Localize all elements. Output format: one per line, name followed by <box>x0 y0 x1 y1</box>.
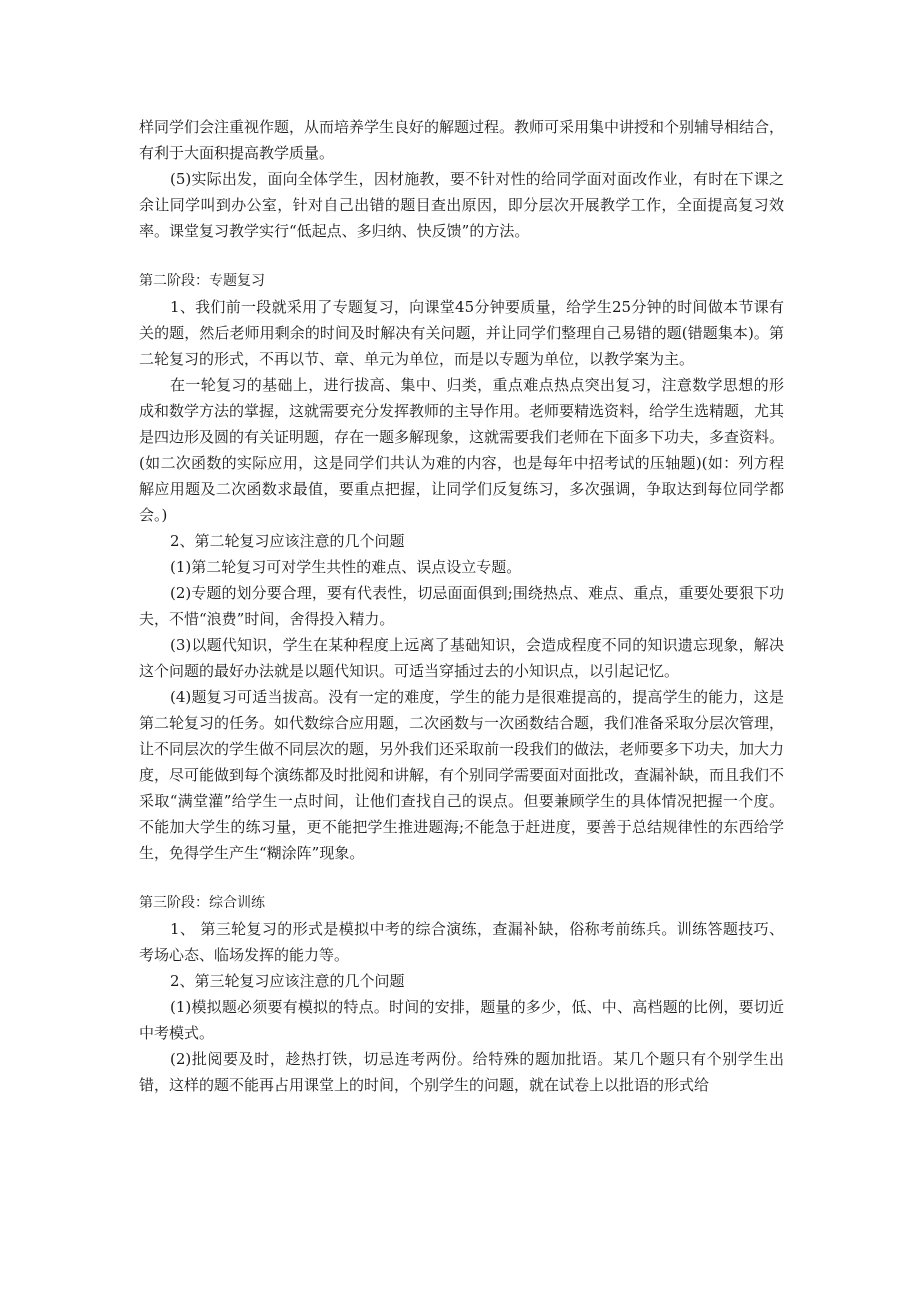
paragraph-stage-two-3: 2、第二轮复习应该注意的几个问题 <box>170 532 405 550</box>
list-item-stage-two-1: (1)第二轮复习可对学生共性的难点、误点设立专题。 <box>170 558 522 576</box>
heading-stage-two: 第二阶段：专题复习 <box>139 273 265 289</box>
list-item-stage-two-4: (4)题复习可适当拔高。没有一定的难度，学生的能力是很难提高的，提高学生的能力，这是第二轮复习的任务。如代数综合应用题，二次函数与一次函数结合题，我们准备采取分层次管理，让不同层次的学生做不同层次的题，另外我们还采取前一段我们的做法，老师要多下功夫，加大力度，尽可能做到每个演练都及时批阅和讲解，有个别同学需要面对面批改，查漏补缺，而且我们不采取“满堂灌”给学生一点时间，让他们查找自己的误点。但要兼顾学生的具体情况把握一个度。不能加大学生的练习量，更不能把学生推进题海;不能急于赶进度，要善于总结规律性的东西给学生，免得学生产生“糊涂阵”现象。 <box>139 688 785 862</box>
paragraph-item-5: (5)实际出发，面向全体学生，因材施教，要不针对性的给同学面对面改作业，有时在下课之余让同学叫到办公室，针对自己出错的题目查出原因，即分层次开展教学工作，全面提高复习效率。课堂复习教学实行“低起点、多归纳、快反馈”的方法。 <box>139 170 784 240</box>
list-item-stage-two-2: (2)专题的划分要合理，要有代表性，切忌面面俱到;围绕热点、难点、重点，重要处要狠下功夫，不惜“浪费”时间，舍得投入精力。 <box>139 584 784 628</box>
list-item-stage-two-3: (3)以题代知识，学生在某种程度上远离了基础知识，会造成程度不同的知识遗忘现象，解决这个问题的最好办法就是以题代知识。可适当穿插过去的小知识点，以引起记忆。 <box>139 636 784 680</box>
paragraph-continued: 样同学们会注重视作题，从而培养学生良好的解题过程。教师可采用集中讲授和个别辅导相结合，有利于大面积提高教学质量。 <box>139 118 785 162</box>
paragraph-stage-three-1: 1、 第三轮复习的形式是模拟中考的综合演练，查漏补缺，俗称考前练兵。训练答题技巧、考场心态、临场发挥的能力等。 <box>139 920 784 964</box>
paragraph-stage-two-1: 1、我们前一段就采用了专题复习，向课堂45分钟要质量，给学生25分钟的时间做本节课有关的题，然后老师用剩余的时间及时解决有关问题，并让同学们整理自己易错的题(错题集本)。第二轮复习的形式，不再以节、章、单元为单位，而是以专题为单位，以教学案为主。 <box>139 298 784 368</box>
document-page <box>139 114 784 1098</box>
list-item-stage-three-1: (1)模拟题必须要有模拟的特点。时间的安排，题量的多少，低、中、高档题的比例，要切近中考模式。 <box>139 998 784 1042</box>
paragraph-stage-two-2: 在一轮复习的基础上，进行拔高、集中、归类，重点难点热点突出复习，注意数学思想的形成和数学方法的掌握，这就需要充分发挥教师的主导作用。老师要精选资料，给学生选精题，尤其是四边形及圆的有关证明题，存在一题多解现象，这就需要我们老师在下面多下功夫，多查资料。(如二次函数的实际应用，这是同学们共认为难的内容，也是每年中招考试的压轴题)(如：列方程解应用题及二次函数求最值，要重点把握，让同学们反复练习，多次强调，争取达到每位同学都会。) <box>139 376 785 524</box>
paragraph-stage-three-2: 2、第三轮复习应该注意的几个问题 <box>170 972 405 990</box>
list-item-stage-three-2: (2)批阅要及时，趁热打铁，切忌连考两份。给特殊的题加批语。某几个题只有个别学生出错，这样的题不能再占用课堂上的时间，个别学生的问题，就在试卷上以批语的形式给 <box>139 1050 784 1094</box>
heading-stage-three: 第三阶段：综合训练 <box>139 895 265 911</box>
